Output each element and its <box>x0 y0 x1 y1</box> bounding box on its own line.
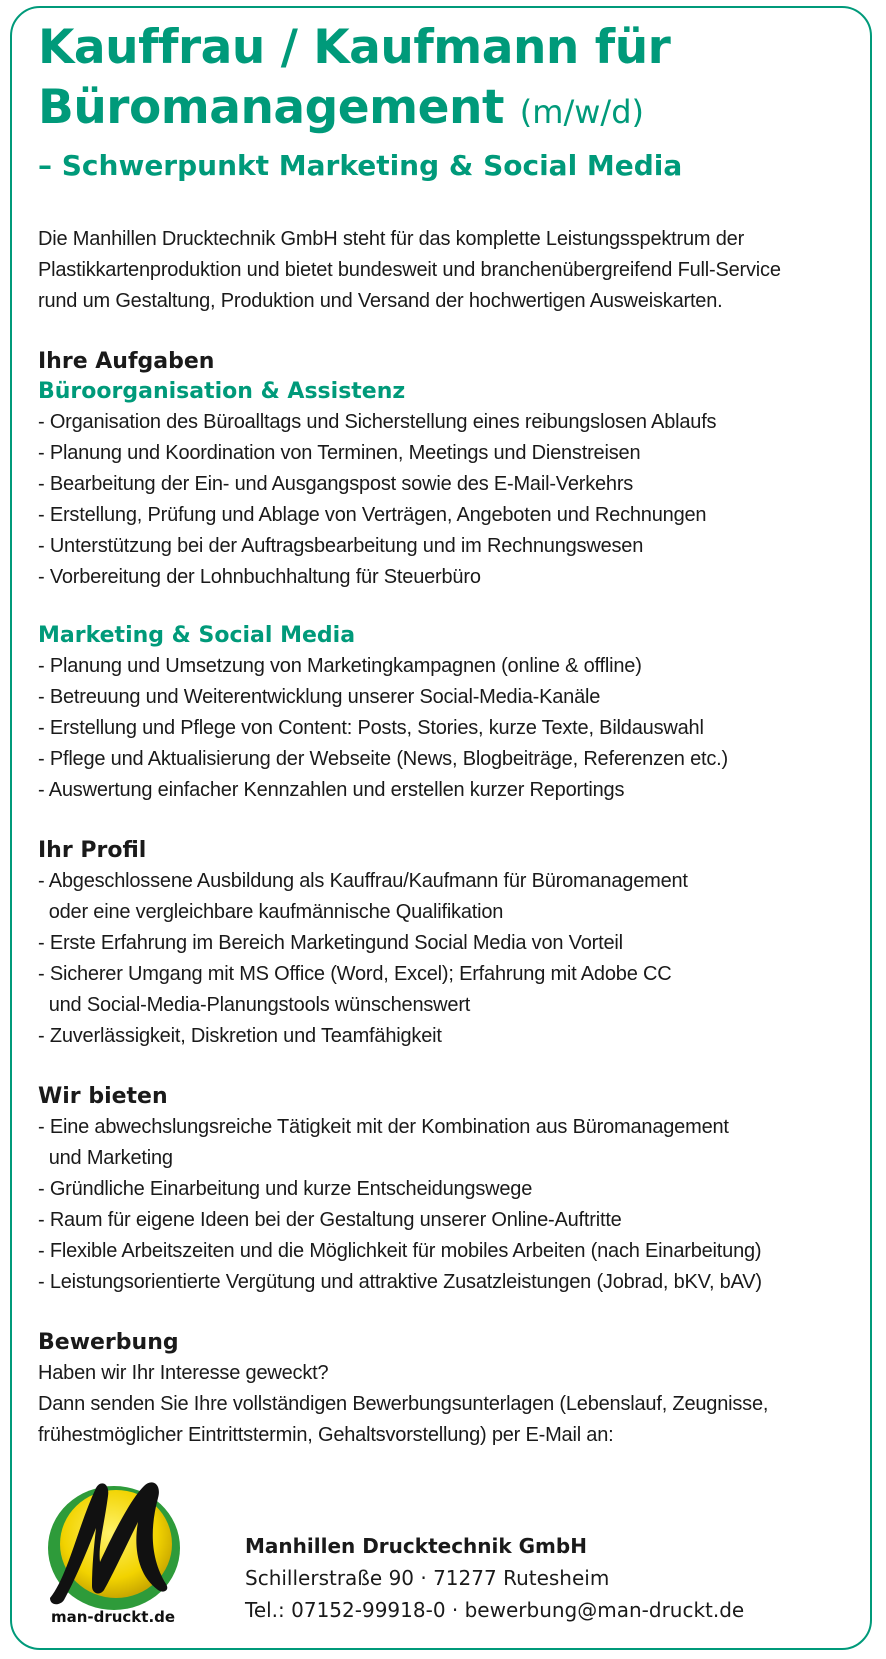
logo-text: man-druckt.de <box>50 1608 176 1626</box>
company-intro <box>38 224 858 317</box>
list-item: - Planung und Umsetzung von Marketingkampagnen (online & offline) <box>38 655 642 677</box>
marketing-task-list <box>38 651 858 806</box>
application-heading: Bewerbung <box>38 1330 179 1355</box>
list-item: - Unterstützung bei der Auftragsbearbeitung und im Rechnungswesen <box>38 535 644 557</box>
list-item: und Marketing <box>38 1147 173 1169</box>
list-item: - Erstellung, Prüfung und Ablage von Verträgen, Angeboten und Rechnungen <box>38 504 707 526</box>
list-item: - Erste Erfahrung im Bereich Marketingund Social Media von Vorteil <box>38 932 623 954</box>
application-section <box>38 1328 858 1451</box>
list-item: - Bearbeitung der Ein- und Ausgangspost sowie des E-Mail-Verkehrs <box>38 473 634 495</box>
logo-graphic <box>38 1466 188 1626</box>
job-ad-content <box>38 18 858 1451</box>
profile-section <box>38 836 858 1052</box>
company-address: Schillerstraße 90 · 71277 Rutesheim <box>245 1566 610 1590</box>
application-line: Haben wir Ihr Interesse geweckt? <box>38 1362 329 1384</box>
offer-section <box>38 1082 858 1298</box>
company-contact <box>245 1530 744 1626</box>
gender-note: (m/w/d) <box>519 93 644 131</box>
intro-line: rund um Gestaltung, Produktion und Versand der hochwertigen Ausweiskarten. <box>38 290 723 312</box>
application-text <box>38 1358 858 1451</box>
list-item: - Auswertung einfacher Kennzahlen und erstellen kurzer Reportings <box>38 779 625 801</box>
footer <box>0 1466 886 1646</box>
job-title-main: Büromanagement <box>38 80 504 135</box>
application-line: Dann senden Sie Ihre vollständigen Bewerbungsunterlagen (Lebenslauf, Zeugnisse, <box>38 1393 769 1415</box>
list-item: - Planung und Koordination von Terminen, Meetings und Dienstreisen <box>38 442 641 464</box>
list-item: und Social-Media-Planungstools wünschenswert <box>38 994 471 1016</box>
profile-heading: Ihr Profil <box>38 838 147 863</box>
list-item: - Organisation des Büroalltags und Sicherstellung eines reibungslosen Ablaufs <box>38 411 717 433</box>
list-item: - Pflege und Aktualisierung der Webseite (News, Blogbeiträge, Referenzen etc.) <box>38 748 728 770</box>
marketing-heading: Marketing & Social Media <box>38 623 356 648</box>
job-title <box>38 18 858 142</box>
list-item: - Sicherer Umgang mit MS Office (Word, Excel); Erfahrung mit Adobe CC <box>38 963 672 985</box>
list-item: - Zuverlässigkeit, Diskretion und Teamfähigkeit <box>38 1025 442 1047</box>
job-title-line-2 <box>38 78 858 142</box>
company-logo <box>38 1466 188 1626</box>
list-item: - Betreuung und Weiterentwicklung unserer Social-Media-Kanäle <box>38 686 601 708</box>
tasks-heading: Ihre Aufgaben <box>38 349 215 374</box>
job-title-line-1: Kauffrau / Kaufmann für <box>38 20 671 75</box>
list-item: - Flexible Arbeitszeiten und die Möglichkeit für mobiles Arbeiten (nach Einarbeitung) <box>38 1240 762 1262</box>
intro-line: Plastikkartenproduktion und bietet bundesweit und branchenübergreifend Full-Service <box>38 259 781 281</box>
job-subtitle: – Schwerpunkt Marketing & Social Media <box>38 149 683 182</box>
office-task-list <box>38 407 858 593</box>
list-item: - Eine abwechslungsreiche Tätigkeit mit der Kombination aus Büromanagement <box>38 1116 729 1138</box>
intro-line: Die Manhillen Drucktechnik GmbH steht für das komplette Leistungsspektrum der <box>38 228 745 250</box>
list-item: - Abgeschlossene Ausbildung als Kauffrau/Kaufmann für Büromanagement <box>38 870 688 892</box>
profile-list <box>38 866 858 1052</box>
company-name: Manhillen Drucktechnik GmbH <box>245 1534 587 1558</box>
office-heading: Büroorganisation & Assistenz <box>38 379 406 404</box>
list-item: - Leistungsorientierte Vergütung und attraktive Zusatzleistungen (Jobrad, bKV, bAV) <box>38 1271 762 1293</box>
application-line: frühestmöglicher Eintrittstermin, Gehaltsvorstellung) per E-Mail an: <box>38 1424 614 1446</box>
list-item: - Vorbereitung der Lohnbuchhaltung für Steuerbüro <box>38 566 481 588</box>
list-item: oder eine vergleichbare kaufmännische Qualifikation <box>38 901 504 923</box>
list-item: - Erstellung und Pflege von Content: Posts, Stories, kurze Texte, Bildauswahl <box>38 717 704 739</box>
tasks-section <box>38 347 858 806</box>
list-item: - Raum für eigene Ideen bei der Gestaltung unserer Online-Auftritte <box>38 1209 622 1231</box>
offer-list <box>38 1112 858 1298</box>
company-contact-line: Tel.: 07152-99918-0 · bewerbung@man-druckt.de <box>245 1598 745 1622</box>
list-item: - Gründliche Einarbeitung und kurze Entscheidungswege <box>38 1178 533 1200</box>
offer-heading: Wir bieten <box>38 1084 168 1109</box>
